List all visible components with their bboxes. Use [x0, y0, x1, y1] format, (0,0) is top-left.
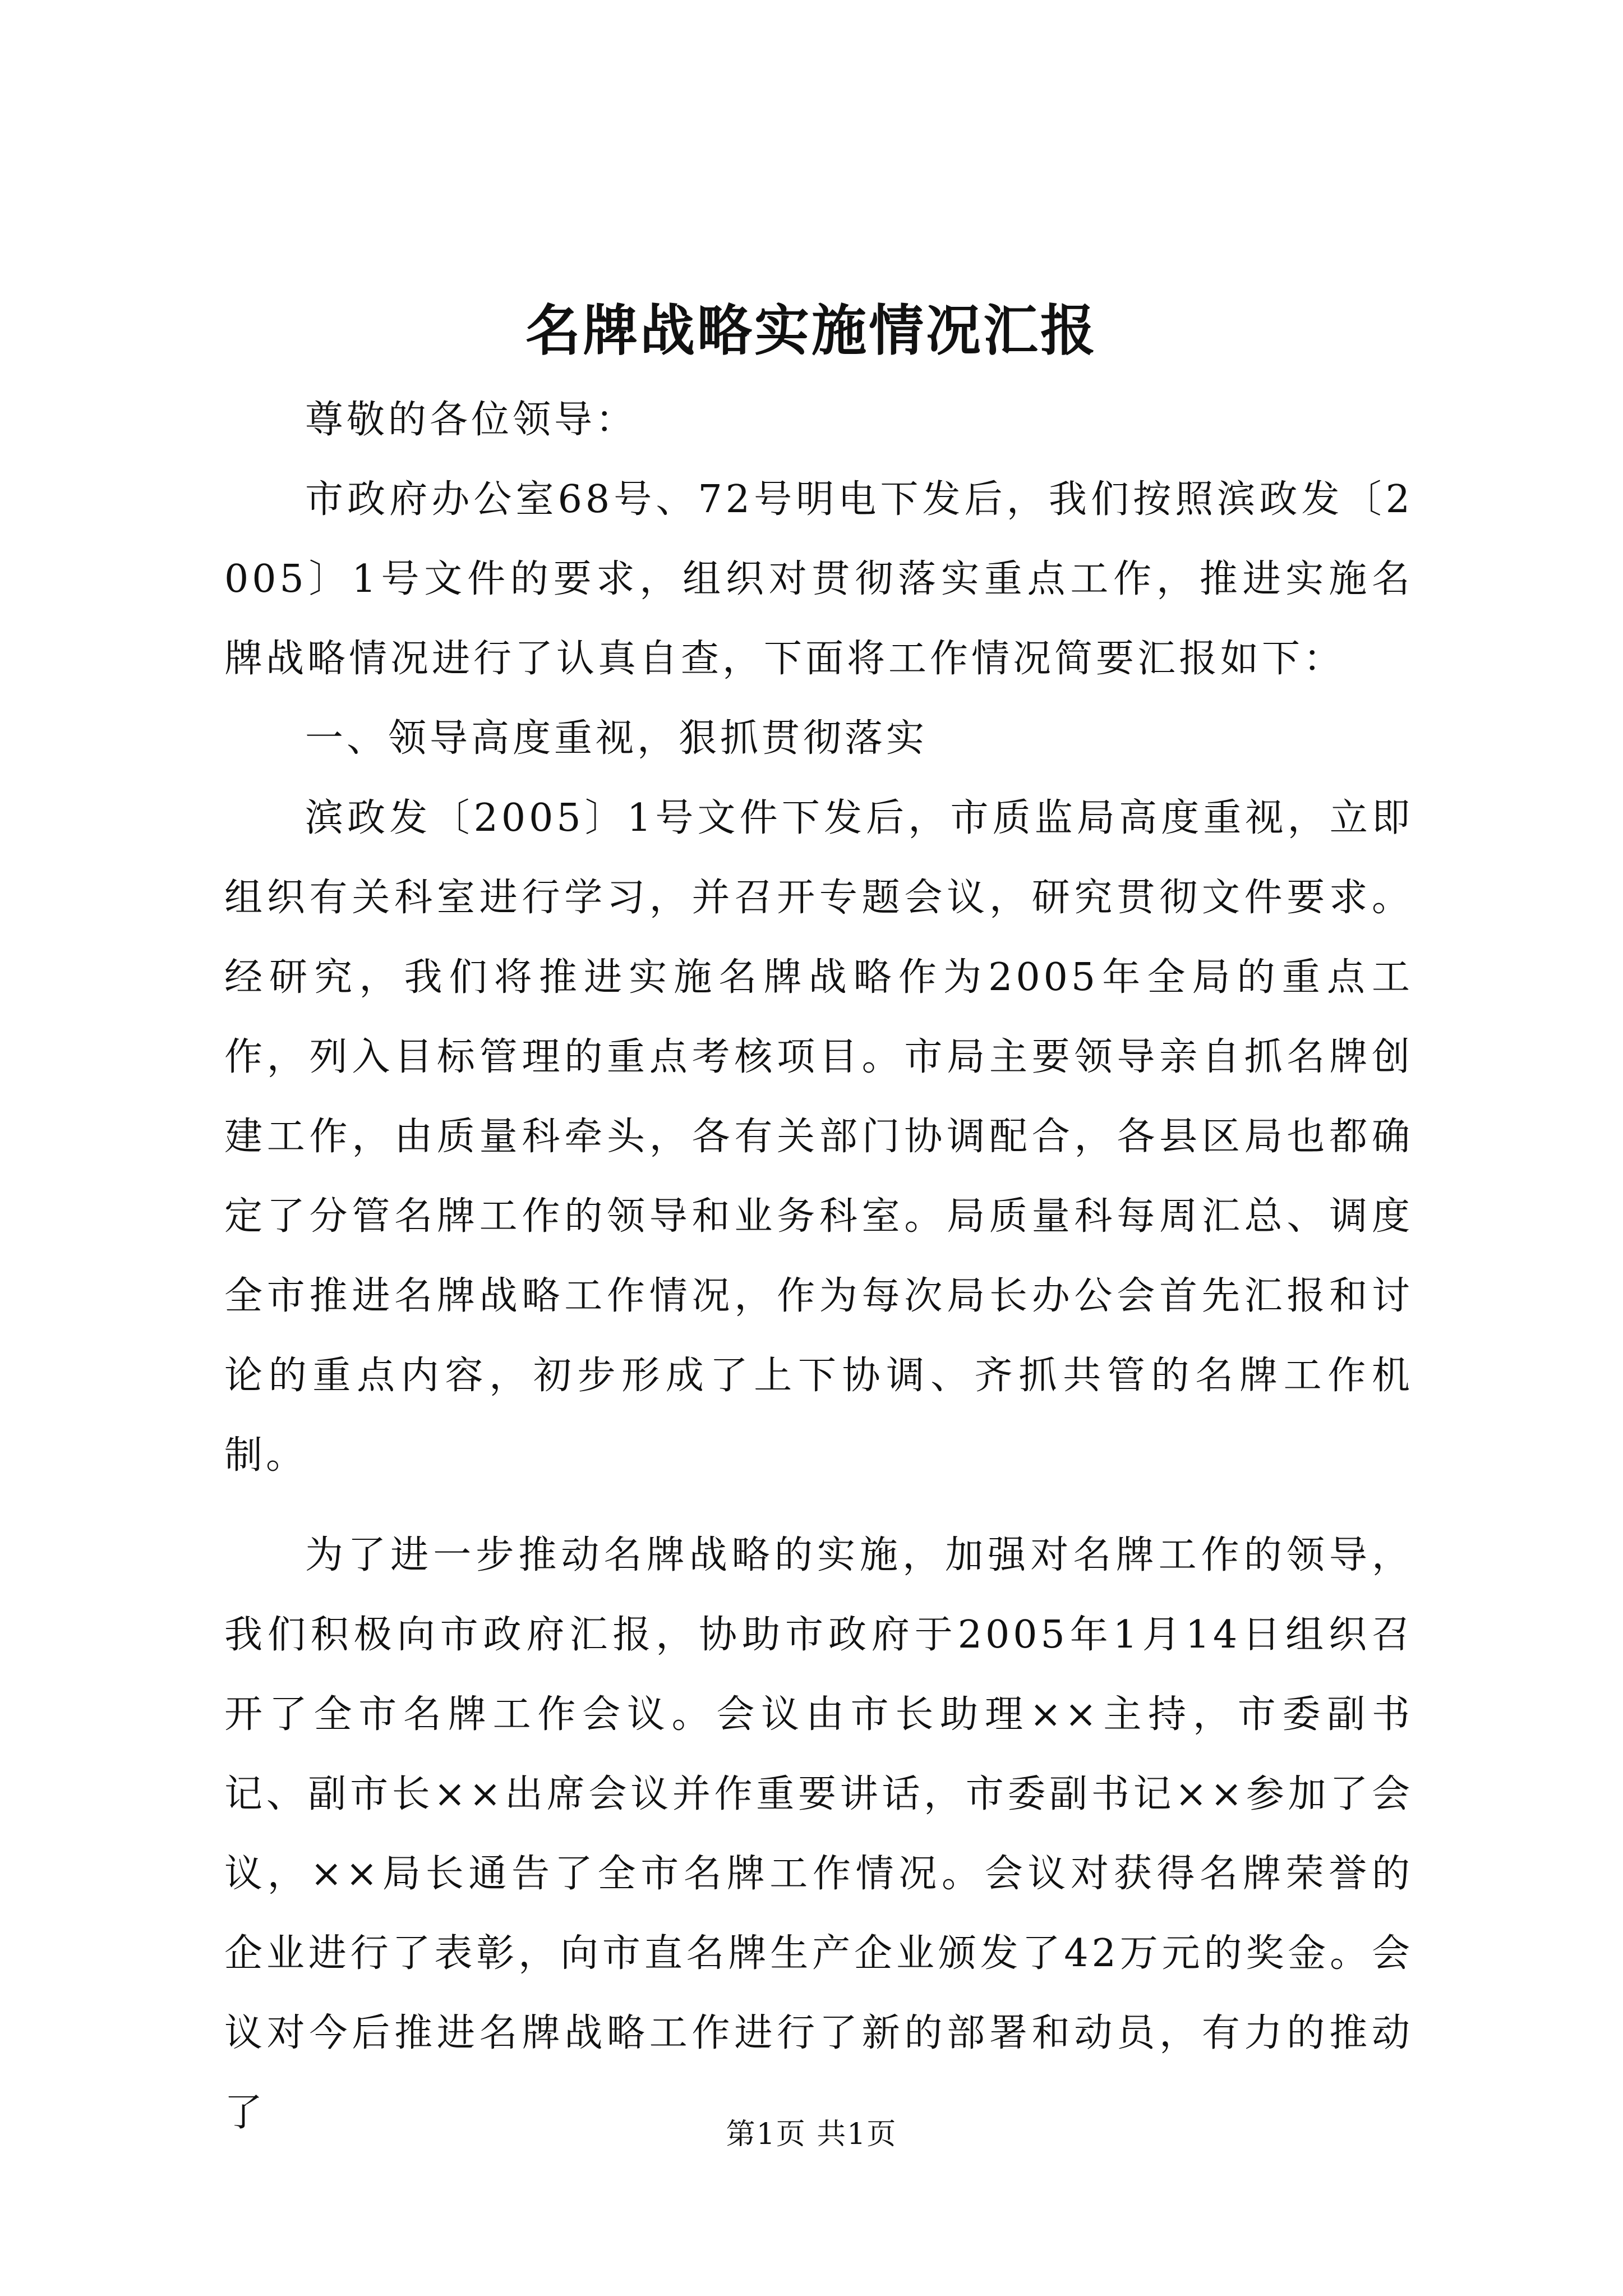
- document-title: 名牌战略实施情况汇报: [525, 298, 1098, 363]
- intro-paragraph: 市政府办公室68号、72号明电下发后，我们按照滨政发〔2005〕1号文件的要求，组织对贯彻落实重点工作，推进实施名牌战略情况进行了认真自查，下面将工作情况简要汇报如下：: [224, 477, 1413, 681]
- document-body: [224, 380, 1413, 2153]
- section-heading: 一、领导高度重视，狠抓贯彻落实: [305, 716, 928, 761]
- page-footer: 第1页 共1页: [726, 2118, 897, 2151]
- body-paragraph: 为了进一步推动名牌战略的实施，加强对名牌工作的领导，我们积极向市政府汇报，协助市政府于2005年1月14日组织召开了全市名牌工作会议。会议由市长助理××主持，市委副书记、副市长××出席会议并作重要讲话，市委副书记××参加了会议，××局长通告了全市名牌工作情况。会议对获得名牌荣誉的企业进行了表彰，向市直名牌生产企业颁发了42万元的奖金。会议对今后推进名牌战略工作进行了新的部署和动员，有力的推动了: [224, 1533, 1413, 2135]
- body-paragraph: 滨政发〔2005〕1号文件下发后，市质监局高度重视，立即组织有关科室进行学习，并召开专题会议，研究贯彻文件要求。经研究，我们将推进实施名牌战略作为2005年全局的重点工作，列入目标管理的重点考核项目。市局主要领导亲自抓名牌创建工作，由质量科牵头，各有关部门协调配合，各县区局也都确定了分管名牌工作的领导和业务科室。局质量科每周汇总、调度全市推进名牌战略工作情况，作为每次局长办公会首先汇报和讨论的重点内容，初步形成了上下协调、齐抓共管的名牌工作机制。: [224, 796, 1413, 1478]
- salutation-paragraph: 尊敬的各位领导：: [305, 398, 638, 442]
